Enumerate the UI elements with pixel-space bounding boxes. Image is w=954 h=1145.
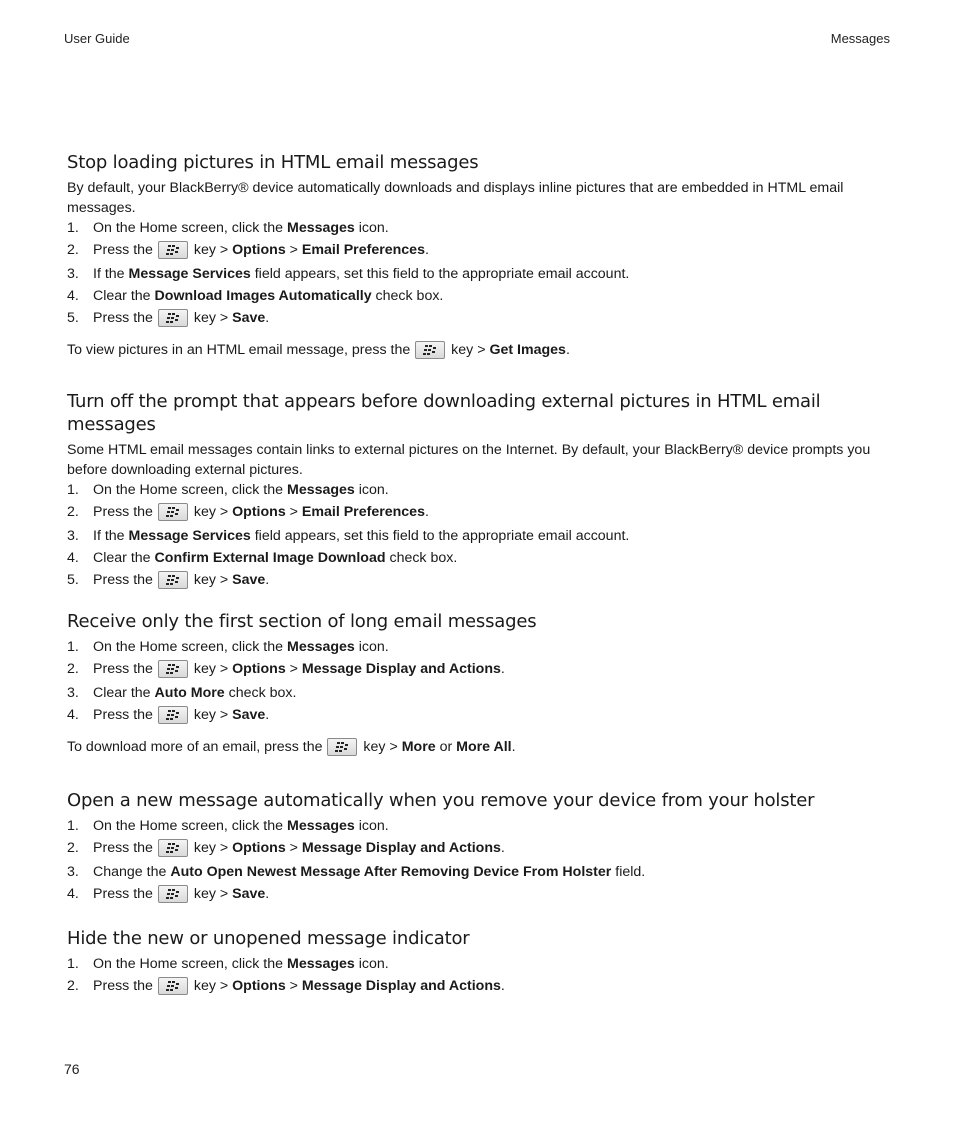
menu-key-icon bbox=[158, 309, 188, 327]
section-title: Hide the new or unopened message indicator bbox=[67, 928, 470, 949]
step: 3. If the Message Services field appears, set this field to the appropriate email account. bbox=[67, 266, 630, 282]
step: 4. Press the key > Save. bbox=[67, 707, 270, 723]
menu-key-icon bbox=[158, 885, 188, 903]
step: 5. Press the key > Save. bbox=[67, 310, 270, 326]
section-intro: Some HTML email messages contain links to external pictures on the Internet. By default, your BlackBerry® device prompts you before downloading external pictures. bbox=[67, 442, 871, 478]
step: 1. On the Home screen, click the Messages icon. bbox=[67, 482, 389, 498]
steps-list bbox=[67, 637, 895, 727]
step: 2. Press the key > Options > Email Preferences. bbox=[67, 504, 429, 520]
section-receive-first-section bbox=[67, 610, 895, 757]
step: 4. Clear the Confirm External Image Download check box. bbox=[67, 550, 458, 566]
step: 3. Clear the Auto More check box. bbox=[67, 685, 297, 701]
menu-key-icon bbox=[158, 660, 188, 678]
step: 1. On the Home screen, click the Messages icon. bbox=[67, 220, 389, 236]
section-stop-loading-pictures bbox=[67, 151, 895, 360]
menu-key-icon bbox=[158, 241, 188, 259]
step: 2. Press the key > Options > Email Preferences. bbox=[67, 242, 429, 258]
page-number: 76 bbox=[64, 1061, 80, 1077]
step: 1. On the Home screen, click the Messages icon. bbox=[67, 956, 389, 972]
steps-list bbox=[67, 816, 895, 906]
menu-key-icon bbox=[158, 503, 188, 521]
section-title: Receive only the first section of long email messages bbox=[67, 611, 537, 632]
step: 4. Press the key > Save. bbox=[67, 886, 270, 902]
section-title: Open a new message automatically when you remove your device from your holster bbox=[67, 790, 815, 811]
section-title: Stop loading pictures in HTML email messages bbox=[67, 152, 479, 173]
running-header-right: Messages bbox=[830, 31, 890, 46]
step: 2. Press the key > Options > Message Display and Actions. bbox=[67, 661, 505, 677]
section-intro: By default, your BlackBerry® device automatically downloads and displays inline pictures that are embedded in HTML email messages. bbox=[67, 180, 844, 216]
steps-list bbox=[67, 954, 895, 998]
step: 2. Press the key > Options > Message Display and Actions. bbox=[67, 840, 505, 856]
section-open-new-message bbox=[67, 789, 895, 908]
menu-key-icon bbox=[327, 738, 357, 756]
section-hide-indicator bbox=[67, 927, 895, 1000]
step: 5. Press the key > Save. bbox=[67, 572, 270, 588]
menu-key-icon bbox=[158, 571, 188, 589]
menu-key-icon bbox=[158, 977, 188, 995]
running-header-left: User Guide bbox=[64, 31, 130, 46]
step: 2. Press the key > Options > Message Display and Actions. bbox=[67, 978, 505, 994]
section-title: Turn off the prompt that appears before downloading external pictures in HTML email messages bbox=[67, 391, 821, 435]
steps-list bbox=[67, 480, 895, 592]
step: 4. Clear the Download Images Automatically check box. bbox=[67, 288, 444, 304]
menu-key-icon bbox=[158, 839, 188, 857]
menu-key-icon bbox=[158, 706, 188, 724]
section-note: To view pictures in an HTML email message, press the key > Get Images. bbox=[67, 342, 570, 358]
menu-key-icon bbox=[415, 341, 445, 359]
steps-list bbox=[67, 218, 895, 330]
step: 3. If the Message Services field appears, set this field to the appropriate email account. bbox=[67, 528, 630, 544]
step: 1. On the Home screen, click the Messages icon. bbox=[67, 639, 389, 655]
step: 3. Change the Auto Open Newest Message After Removing Device From Holster field. bbox=[67, 864, 646, 880]
step: 1. On the Home screen, click the Messages icon. bbox=[67, 818, 389, 834]
section-note: To download more of an email, press the key > More or More All. bbox=[67, 739, 516, 755]
section-turn-off-prompt bbox=[67, 390, 895, 594]
